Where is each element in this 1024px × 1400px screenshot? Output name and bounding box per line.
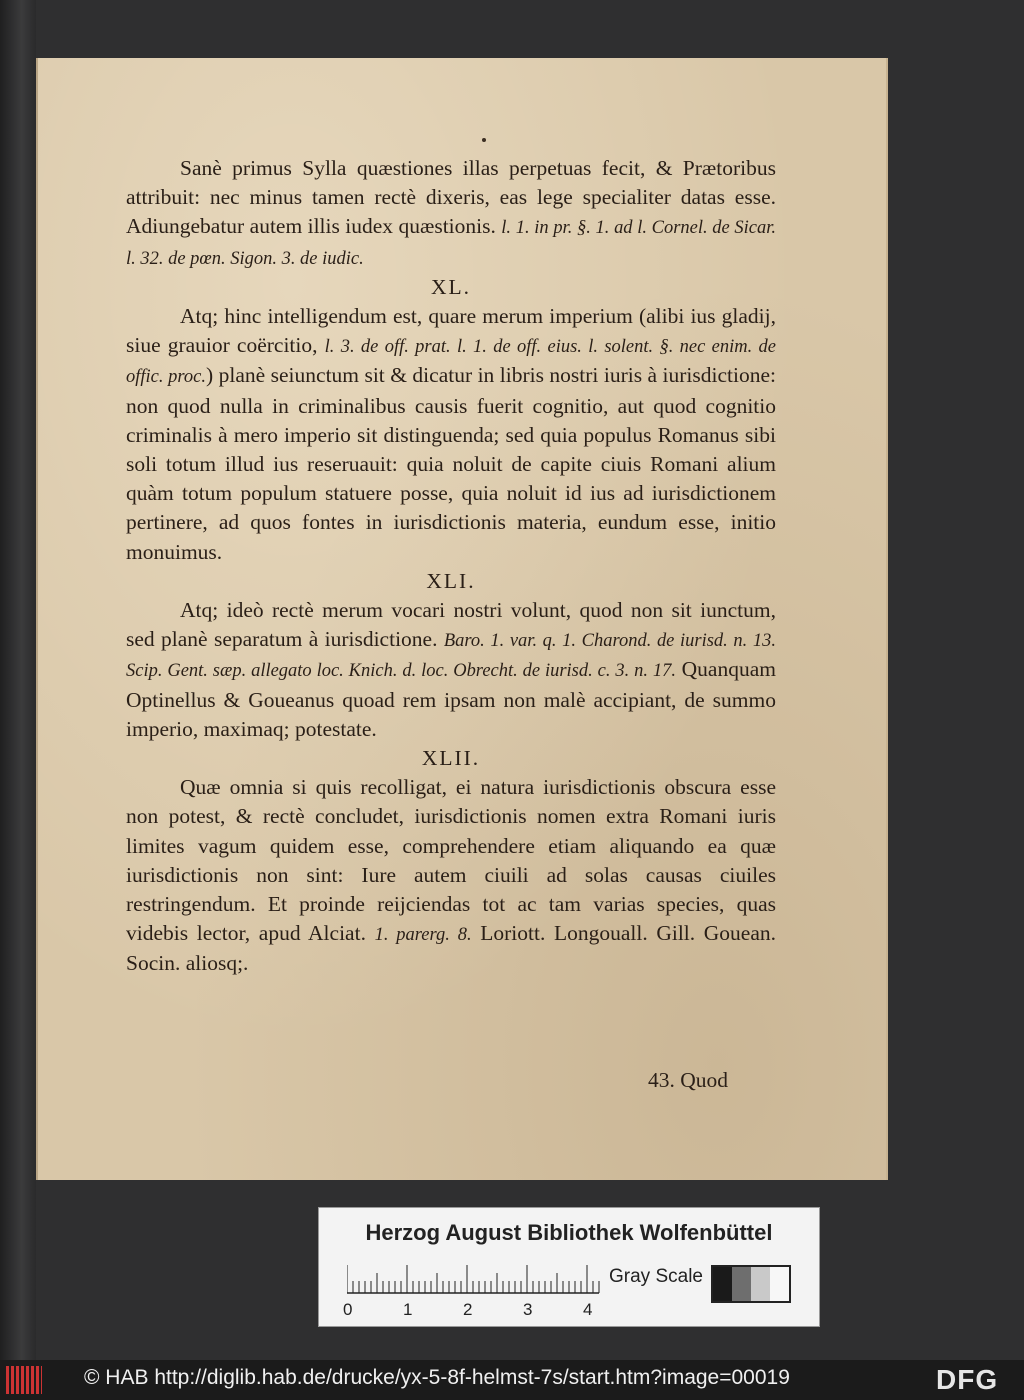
gray-swatch [770, 1267, 789, 1301]
dfg-logo: DFG [936, 1364, 999, 1395]
page-mark [482, 138, 486, 142]
gray-swatch [713, 1267, 732, 1301]
ruler-label: 0 [343, 1300, 353, 1319]
ruler-icon [347, 1264, 607, 1294]
book-edge [0, 0, 36, 1360]
citation: 1. parerg. 8. [374, 924, 472, 945]
book-page [36, 58, 888, 1180]
ruler-labels [343, 1300, 613, 1320]
source-url[interactable]: © HAB http://diglib.hab.de/drucke/yx-5-8f-helmst-7s/start.htm?image=00019 [84, 1366, 790, 1389]
paragraph-xli: Atq; ideò rectè merum vocari nostri volunt, quod non sit iunctum, sed planè separatum à iurisdictione. Baro. 1. var. q. 1. Charond. de iurisd. n. 13. Scip. Gent. sæp. allegato loc. Knich. d. loc. Obrecht. de iurisd. c. 3. n. 17. Quanquam Optinellus & Goueanus quoad rem ipsam non malè accipiant, de summo imperio, maximaq; potestate. [126, 598, 776, 741]
paragraph-xl: Atq; hinc intelligendum est, quare merum imperium (alibi ius gladij, siue grauior coërcitio, l. 3. de off. prat. l. 1. de off. eius. l. solent. §. nec enim. de offic. proc.) planè seiunctum sit & dicatur in libris nostri iuris à iurisdictione: non quod nulla in criminalibus causis fuerit cognitio, aut quod cognitio criminalis à mero imperio sit distinguenda; sed quia populus Romanus sibi soli totum illud ius reseruauit: quia noluit de capite ciuis Romani alium quàm totum populum statuere posse, quia noluit id ius ad iurisdictionem pertinere, ad quos fontes in iurisdictionis materia, eundum esse, initio monuimus. [126, 304, 777, 564]
barcode-icon [6, 1366, 42, 1394]
gray-scale-label: Gray Scale [609, 1266, 703, 1287]
ruler-label: 4 [583, 1300, 593, 1319]
paragraph-top: Sanè primus Sylla quæstiones illas perpetuas fecit, & Prætoribus attribuit: nec minus tamen rectè dixeris, eas lege specialiter datas esse. Adiungebatur autem illis iudex quæstionis. l. 1. in pr. §. 1. ad l. Cornel. de Sicar. l. 32. de pœn. Sigon. 3. de iudic. [126, 156, 777, 268]
page-text [126, 154, 776, 979]
citation: l. 1. in pr. §. 1. ad l. Cornel. de Sicar. l. 32. de pœn. Sigon. 3. de iudic. [126, 217, 777, 268]
section-heading-xli: XLI. [426, 568, 476, 593]
ruler-label: 3 [523, 1300, 533, 1319]
gray-swatch [751, 1267, 770, 1301]
citation: l. 3. de off. prat. l. 1. de off. eius. l. solent. §. nec enim. de offic. proc. [126, 336, 777, 387]
section-heading-xlii: XLII. [421, 746, 481, 771]
citation: Baro. 1. var. q. 1. Charond. de iurisd. n. 13. Scip. Gent. sæp. allegato loc. Knich. d. loc. Obrecht. de iurisd. c. 3. n. 17. [126, 630, 776, 681]
ruler-label: 1 [403, 1300, 413, 1319]
ruler-label: 2 [463, 1300, 473, 1319]
footer-bar [0, 1360, 1024, 1400]
gray-scale-swatches [711, 1265, 791, 1303]
section-heading-xl: XL. [430, 274, 472, 299]
library-name: Herzog August Bibliothek Wolfenbüttel [365, 1220, 773, 1245]
gray-swatch [732, 1267, 751, 1301]
color-calibration-card [318, 1207, 820, 1327]
paragraph-xlii: Quæ omnia si quis recolligat, ei natura iurisdictionis obscura esse non potest, & rectè concludet, iurisdictionis nomen extra Romani iuris limites vagum quidem esse, comprehendere etiam aliquando ea quæ iurisdictionis non sint: Iure autem ciuili ad solas causas ciuiles restringendum. Et proinde reijciendas tot ac tam varias species, quas videbis lector, apud Alciat. 1. parerg. 8. Loriott. Longouall. Gill. Gouean. Socin. aliosq;. [126, 775, 776, 976]
catchword: 43. Quod [648, 1068, 729, 1092]
